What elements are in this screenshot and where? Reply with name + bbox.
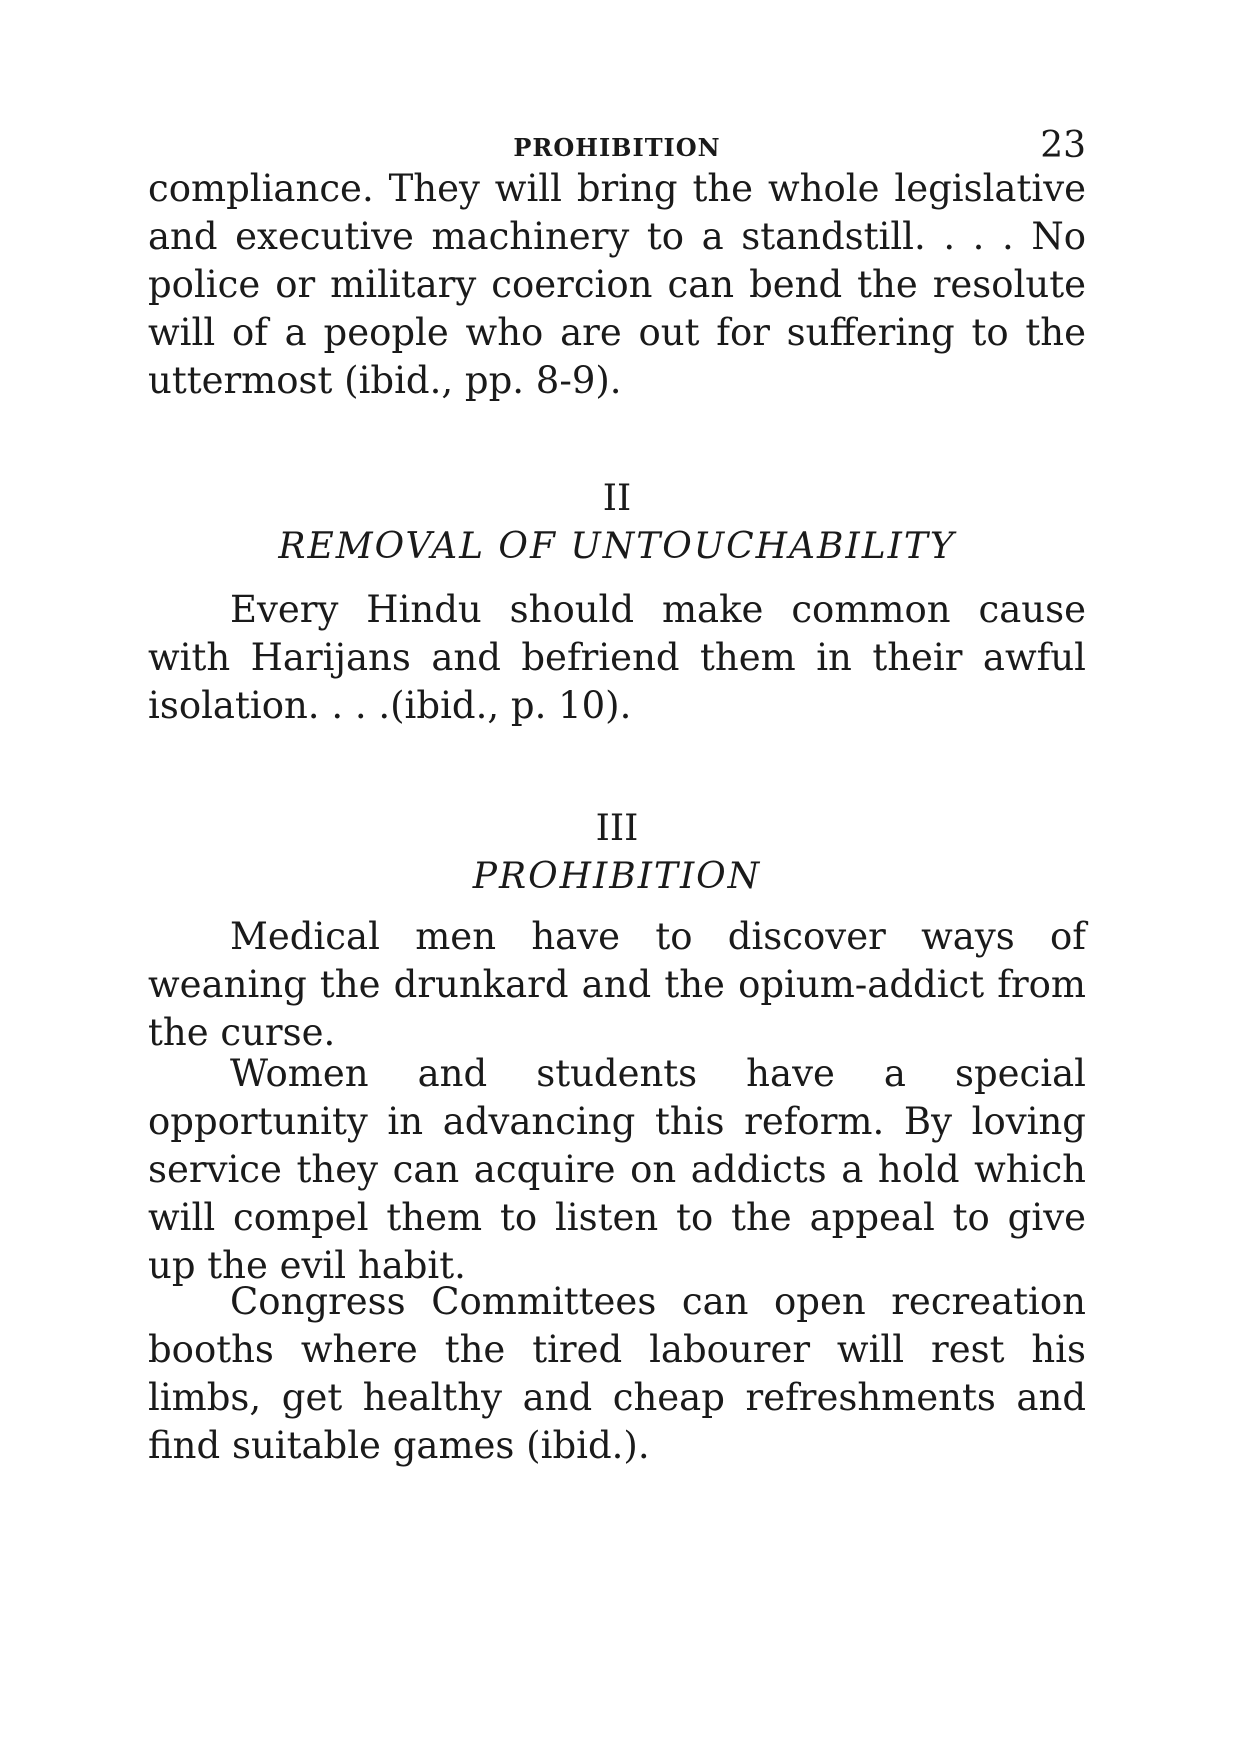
running-head	[148, 125, 1086, 165]
running-title: PROHIBITION	[513, 133, 721, 162]
prohibition-paragraph-medical: Medical men have to discover ways of weaning the drunkard and the opium-addict from the curse.	[148, 915, 1086, 1054]
intro-paragraph: compliance. They will bring the whole legislative and executive machinery to a standstill. . . . No police or military coercion can bend the resolute will of a people who are out for suffering to the uttermost (ibid., pp. 8-9).	[148, 167, 1086, 402]
section-number-3: III	[595, 808, 639, 849]
prohibition-paragraph-women-students: Women and students have a special opportunity in advancing this reform. By loving service they can acquire on addicts a hold which will compel them to listen to the appeal to give up the evil habit.	[148, 1052, 1086, 1287]
section-title-prohibition: PROHIBITION	[472, 856, 762, 897]
prohibition-paragraph-congress-committees: Congress Committees can open recreation booths where the tired labourer will rest his limbs, get healthy and cheap refreshments and find suitable games (ibid.).	[148, 1280, 1086, 1467]
section-number-2: II	[602, 478, 632, 519]
untouchability-paragraph: Every Hindu should make common cause with Harijans and befriend them in their awful isolation. . . .(ibid., p. 10).	[148, 588, 1086, 727]
section-title-removal-of-untouchability: REMOVAL OF UNTOUCHABILITY	[278, 526, 956, 567]
page-number: 23	[1040, 125, 1086, 166]
